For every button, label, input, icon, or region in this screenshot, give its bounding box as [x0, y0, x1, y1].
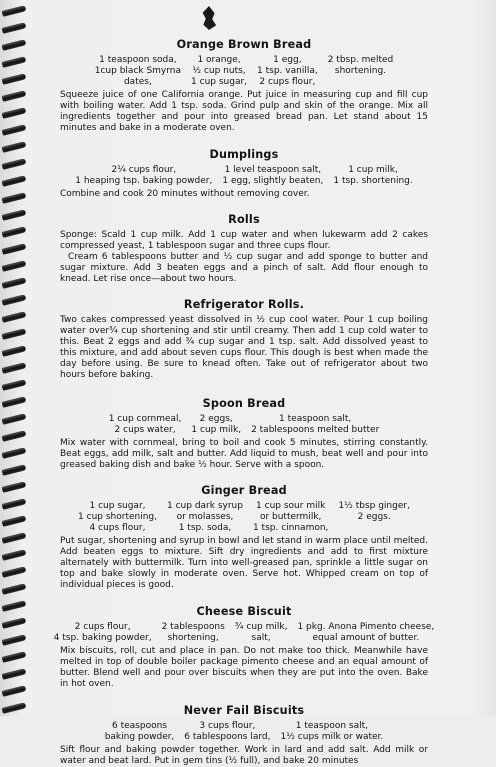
- ingredient-list: [60, 721, 428, 743]
- recipe: [60, 148, 428, 200]
- ingredient-item: 6 tablespoons lard,: [184, 732, 271, 742]
- recipe: [60, 213, 428, 285]
- ingredient-column: [105, 721, 175, 743]
- ingredient-column: [167, 501, 243, 534]
- recipe: [60, 397, 428, 471]
- ingredient-list: [53, 622, 435, 644]
- spiral-coil: [2, 413, 27, 425]
- spiral-coil: [2, 243, 27, 255]
- ingredient-item: 1cup black Smyrna: [94, 66, 182, 76]
- recipe: [60, 704, 428, 767]
- ingredient-item: 2 cups water,: [114, 425, 176, 435]
- recipe: [53, 605, 435, 690]
- spiral-coil: [2, 396, 27, 408]
- spiral-coil: [2, 566, 27, 578]
- spiral-coil: [2, 634, 27, 646]
- recipe-title: Spoon Bread: [202, 397, 286, 410]
- ingredient-column: [222, 165, 323, 187]
- spiral-coil: [2, 141, 27, 153]
- spiral-coil: [2, 600, 27, 612]
- spiral-coil: [2, 90, 27, 102]
- ingredient-column: [333, 165, 412, 187]
- spiral-coil: [2, 56, 27, 68]
- ingredient-column: [191, 55, 247, 88]
- ingredient-item: baking powder,: [104, 732, 175, 742]
- ingredient-item: 1½ tbsp ginger,: [338, 501, 410, 511]
- ingredient-item: salt,: [251, 633, 271, 643]
- ingredient-item: 1 cup milk,: [191, 425, 242, 435]
- recipe-instructions: Combine and cook 20 minutes without removing cover.: [60, 189, 310, 199]
- spiral-coil: [2, 209, 27, 221]
- ingredient-item: 2¼ cups flour,: [111, 165, 177, 175]
- spiral-coil: [2, 498, 27, 510]
- spiral-coil: [2, 158, 27, 170]
- ingredient-column: [297, 622, 434, 644]
- spiral-coil: [2, 651, 27, 663]
- ingredient-item: 1 egg, slightly beaten,: [222, 176, 324, 186]
- spiral-coil: [2, 22, 27, 34]
- ingredient-item: shortening.: [334, 66, 387, 76]
- recipe-instructions: Sponge: Scald 1 cup milk. Add 1 cup water and when lukewarm add 2 cakes compressed yeast, 1 tablespoon sugar and three cups flour.: [60, 230, 428, 251]
- recipe-title: Rolls: [228, 213, 260, 226]
- spiral-coil: [2, 39, 27, 51]
- ingredient-item: 1 tsp. cinnamon,: [252, 523, 329, 533]
- spiral-coil: [2, 668, 27, 680]
- ingredient-column: [162, 622, 225, 644]
- ingredient-item: 1 level teaspoon salt,: [224, 165, 322, 175]
- ingredient-column: [253, 501, 328, 534]
- ingredient-column: [54, 622, 152, 644]
- ingredient-item: 3 cups flour,: [199, 721, 256, 731]
- ingredient-column: [184, 721, 270, 743]
- ingredient-item: 4 cups flour,: [89, 523, 146, 533]
- ingredient-item: 6 teaspoons: [112, 721, 167, 731]
- ingredient-item: 2 tbsp. melted: [327, 55, 394, 65]
- ingredient-item: 1 cup sugar,: [89, 501, 146, 511]
- ingredient-list: [60, 165, 428, 187]
- ingredient-item: 4 tsp. baking powder,: [53, 633, 152, 643]
- spiral-coil: [2, 447, 27, 459]
- spiral-coil: [2, 294, 27, 306]
- ingredient-item: 2 eggs.: [357, 512, 391, 522]
- spiral-coil: [2, 702, 27, 714]
- ingredient-item: ¾ cup milk,: [234, 622, 288, 632]
- ingredient-list: [60, 414, 428, 436]
- spiral-coil: [2, 685, 27, 697]
- ingredient-item: 1 cup cornmeal,: [108, 414, 182, 424]
- ingredient-item: 1 pkg. Anona Pimento cheese,: [297, 622, 435, 632]
- ingredient-item: 1½ cups milk or water.: [280, 732, 384, 742]
- ingredient-column: [280, 721, 383, 743]
- spiral-coil: [2, 311, 27, 323]
- recipe-title: Refrigerator Rolls.: [183, 298, 305, 311]
- ingredient-item: 2 cups flour,: [259, 77, 316, 87]
- ingredient-column: [109, 414, 182, 436]
- ingredient-item: 1 cup milk,: [348, 165, 398, 175]
- recipe-instructions: Put sugar, shortening and syrup in bowl and let stand in warm place until melted. Add beaten eggs to mixture. Sift dry ingredients and add to first mixture alternately with buttermilk. Turn into well-greased pan, sprinkle a little sugar on top and bake slowly in moderate oven. Serve hot. Whipped cream on top of individual pieces is good.: [60, 536, 429, 590]
- spiral-coil: [2, 464, 27, 476]
- ingredient-item: 1 tsp. vanilla,: [257, 66, 318, 76]
- ingredient-column: [251, 414, 379, 436]
- ingredient-column: [328, 55, 394, 88]
- spiral-coil: [2, 175, 27, 187]
- recipe-title: Ginger Bread: [201, 484, 287, 497]
- spiral-coil: [2, 5, 27, 17]
- recipe: [60, 298, 428, 381]
- spiral-coil: [2, 328, 27, 340]
- ingredient-item: 1 teaspoon salt,: [295, 721, 369, 731]
- ingredient-column: [78, 501, 157, 534]
- ingredient-list: [60, 55, 428, 88]
- recipe-instructions: Sift flour and baking powder together. Work in lard and add salt. Add milk or water and beat lard. Put in gem tins (½ full), and bake 20 minutes: [60, 745, 428, 766]
- ingredient-item: shortening,: [167, 633, 219, 643]
- recipe-title: Orange Brown Bread: [176, 38, 312, 51]
- ingredient-item: or molasses,: [176, 512, 234, 522]
- ingredient-column: [191, 414, 241, 436]
- ingredient-item: 1 orange,: [197, 55, 241, 65]
- ingredient-item: 2 tablespoons: [161, 622, 225, 632]
- spiral-coil: [2, 362, 27, 374]
- ingredient-column: [235, 622, 288, 644]
- ingredient-item: or buttermilk,: [259, 512, 322, 522]
- recipe-title: Cheese Biscuit: [196, 605, 292, 618]
- ingredient-item: 1 cup shortening,: [78, 512, 157, 522]
- recipe: [60, 484, 428, 591]
- ingredient-item: dates,: [123, 77, 152, 87]
- ingredient-column: [75, 165, 212, 187]
- spiral-coil: [2, 226, 27, 238]
- spiral-coil: [2, 73, 27, 85]
- recipe-instructions: Mix biscuits, roll, cut and place in pan. Do not make too thick. Meanwhile have melted in top of double boiler package pimento cheese and an equal amount of butter. Blend well and pour over biscuits when they are put into the oven. Bake in hot oven.: [60, 646, 428, 689]
- ingredient-column: [95, 55, 181, 88]
- spiral-coil: [2, 107, 27, 119]
- recipe-instructions: Cream 6 tablespoons butter and ½ cup sugar and add sponge to butter and sugar mixture. Add 3 beaten eggs and a pinch of salt. Add flour enough to knead. Let rise once—about two hours.: [60, 252, 428, 284]
- ingredient-list: [60, 501, 428, 534]
- spiral-coil: [2, 430, 27, 442]
- recipe-title: Dumplings: [209, 148, 279, 161]
- spiral-binding: [0, 0, 30, 716]
- ingredient-item: 1 tsp. shortening.: [333, 176, 413, 186]
- recipe-instructions: Two cakes compressed yeast dissolved in ½ cup cool water. Pour 1 cup boiling water over¾ cup shortening and stir until creamy. Then add 1 cup cold water to this. Beat 2 eggs and add ¾ cup sugar and 1 tsp. salt. Add dissolved yeast to this mixture, and add about seven cups flour. This dough is best when made the day before using. Be sure to knead often. Take out of refrigerator about two hours before baking.: [60, 315, 428, 380]
- recipe-instructions: Mix water with cornmeal, bring to boil and cook 5 minutes, stirring constantly. Beat eggs, add milk, salt and butter. Add liquid to mush, beat well and pour into greased baking dish and bake ½ hour. Serve with a spoon.: [60, 438, 428, 470]
- spiral-coil: [2, 379, 27, 391]
- spiral-coil: [2, 192, 27, 204]
- ingredient-item: 1 teaspoon salt,: [279, 414, 352, 424]
- ingredient-item: ½ cup nuts,: [192, 66, 246, 76]
- ingredient-column: [338, 501, 410, 534]
- spiral-coil: [2, 124, 27, 136]
- spiral-coil: [2, 515, 27, 527]
- ingredient-item: 1 heaping tsp. baking powder,: [75, 176, 213, 186]
- recipe-list: [53, 38, 435, 767]
- ingredient-item: 1 egg,: [273, 55, 302, 65]
- ingredient-column: [257, 55, 318, 88]
- spiral-coil: [2, 260, 27, 272]
- spiral-coil: [2, 345, 27, 357]
- recipe-instructions: Squeeze juice of one California orange. Put juice in measuring cup and fill cup with boiling water. Add 1 tsp. soda. Grind pulp and skin of the orange. Mix all ingredients together and pour into greased bread pan. Let stand about 15 minutes and bake in a moderate oven.: [60, 90, 428, 133]
- spiral-coil: [2, 532, 27, 544]
- ingredient-item: 2 tablespoons melted butter: [251, 425, 380, 435]
- ingredient-item: 2 eggs,: [199, 414, 233, 424]
- spiral-coil: [2, 277, 27, 289]
- spiral-coil: [2, 481, 27, 493]
- ingredient-item: 1 cup sugar,: [191, 77, 248, 87]
- ingredient-item: 2 cups flour,: [74, 622, 131, 632]
- recipe: [60, 38, 428, 134]
- ingredient-item: 1 cup dark syrup: [167, 501, 243, 511]
- ingredient-item: 1 cup sour milk: [256, 501, 326, 511]
- spiral-coil: [2, 583, 27, 595]
- ingredient-item: equal amount of butter.: [312, 633, 420, 643]
- recipe-title: Never Fail Biscuits: [183, 704, 305, 717]
- spiral-coil: [2, 549, 27, 561]
- ingredient-item: 1 tsp. soda,: [178, 523, 232, 533]
- ingredient-item: 1 teaspoon soda,: [99, 55, 177, 65]
- leaf-ornament-icon: [201, 6, 217, 30]
- spiral-coil: [2, 617, 27, 629]
